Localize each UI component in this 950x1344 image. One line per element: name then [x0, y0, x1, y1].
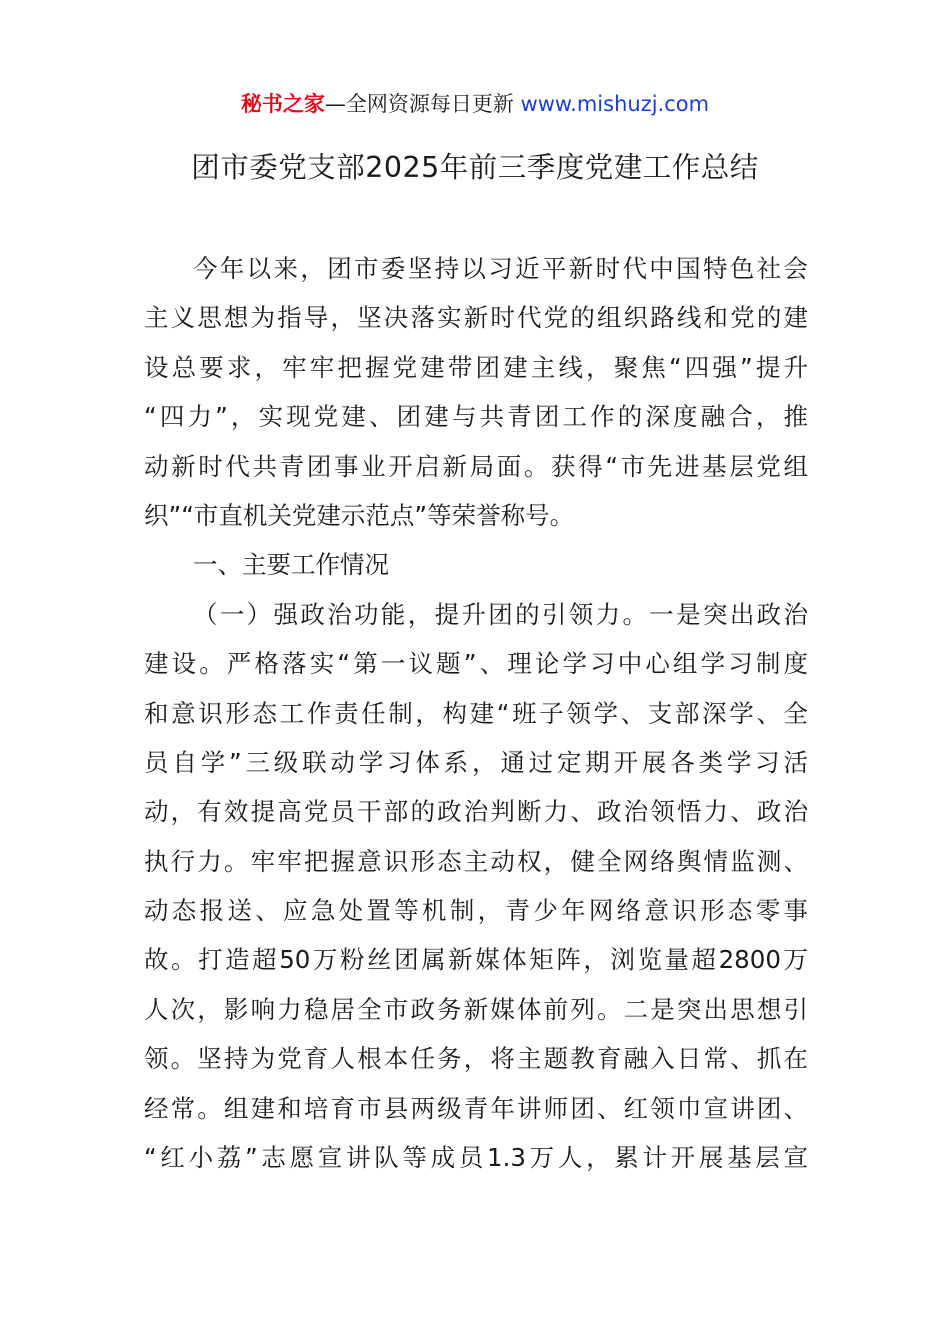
- paragraph-line: “红小荔”志愿宣讲队等成员1.3万人，累计开展基层宣: [144, 1143, 808, 1173]
- paragraph-line: 动新时代共青团事业开启新局面。获得“市先进基层党组: [144, 451, 808, 481]
- brand-name: 秘书之家: [240, 92, 325, 116]
- paragraph-line: 领。坚持为党育人根本任务，将主题教育融入日常、抓在: [144, 1044, 808, 1074]
- paragraph-line: 动，有效提高党员干部的政治判断力、政治领悟力、政治: [144, 797, 808, 827]
- paragraph-line: 故。打造超50万粉丝团属新媒体矩阵，浏览量超2800万: [144, 945, 808, 975]
- paragraph-line: 动态报送、应急处置等机制，青少年网络意识形态零事: [144, 896, 808, 926]
- document-title: 团市委党支部2025年前三季度党建工作总结: [191, 151, 759, 184]
- brand-tagline: —全网资源每日更新: [324, 92, 514, 116]
- paragraph-line: 员自学”三级联动学习体系，通过定期开展各类学习活: [144, 747, 808, 777]
- paragraph-line: 今年以来，团市委坚持以习近平新时代中国特色社会: [193, 254, 808, 283]
- document-body: [144, 244, 808, 1182]
- paragraph-line: 执行力。牢牢把握意识形态主动权，健全网络舆情监测、: [144, 846, 808, 876]
- paragraph-line: （一）强政治功能，提升团的引领力。一是突出政治: [193, 599, 808, 629]
- site-link[interactable]: www.mishuzj.com: [520, 92, 710, 116]
- section-heading: 一、主要工作情况: [193, 550, 389, 580]
- paragraph-line: 人次，影响力稳居全市政务新媒体前列。二是突出思想引: [144, 994, 808, 1024]
- paragraph-line: 建设。严格落实“第一议题”、理论学习中心组学习制度: [144, 649, 808, 679]
- paragraph-line: 经常。组建和培育市县两级青年讲师团、红领巾宣讲团、: [144, 1093, 808, 1123]
- paragraph-line: 设总要求，牢牢把握党建带团建主线，聚焦“四强”提升: [144, 352, 808, 382]
- paragraph-line: 织”“市直机关党建示范点”等荣誉称号。: [144, 500, 575, 530]
- paragraph-line: 和意识形态工作责任制，构建“班子领学、支部深学、全: [144, 698, 808, 728]
- paragraph-line: 主义思想为指导，坚决落实新时代党的组织路线和党的建: [144, 303, 808, 333]
- watermark-header: [0, 88, 950, 120]
- paragraph-line: “四力”，实现党建、团建与共青团工作的深度融合，推: [144, 402, 808, 432]
